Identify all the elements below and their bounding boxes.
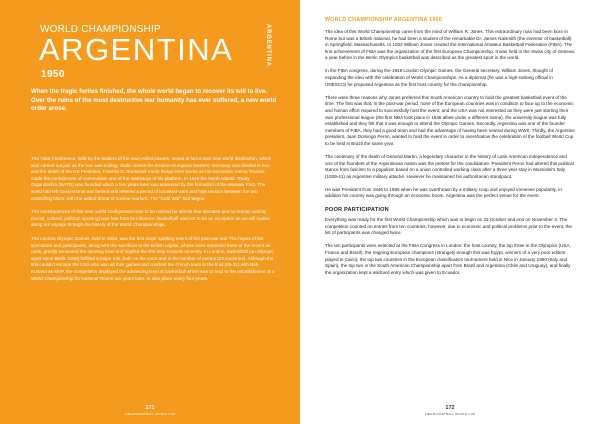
page-number: 172 — [445, 405, 455, 411]
vertical-country-label — [257, 24, 271, 94]
footer-credit: FIBA BASKETBALL WORLD CUP — [424, 412, 476, 416]
running-header: WORLD CHAMPIONSHIP ARGENTINA 1950 — [325, 17, 442, 23]
footer-credit: FIBA BASKETBALL WORLD CUP — [124, 412, 176, 416]
country-title: ARGENTINA — [39, 32, 234, 67]
right-page — [300, 0, 600, 424]
intro-paragraph: When the tragic forties finished, the whole world began to recover its will to live. Over the ruins of the most destructive war humanity has ever suffered, a new world order arose. — [31, 88, 277, 113]
page-number: 171 — [145, 405, 155, 411]
section-heading: POOR PARTICIPATION — [325, 206, 389, 213]
left-page-footer — [0, 405, 300, 416]
year-label: 1950 — [41, 69, 65, 80]
championship-label: WORLD CHAMPIONSHIP — [40, 24, 161, 35]
body-paragraph: The Yalta Conference, held by the leaders of the main Allied powers, meant in fact a tacit new world distribution, which was carried out just as the war was ending. Stalin closed the Eastern European borders; Germany was divided in two; and the death of the US President, Franklin D. Roosevelt made things even worse as his successor, Henry Truman made the containment of communism one of the mainstays of his platform. In 1949 the North Atlantic Treaty Organization (NATO) was founded which a few years later was answered by the formation of the Warsaw Pact. The world had left conventional war behind and entered a period of localised wars and high tension between the two controlling blocs, with the added threat of nuclear warfare. The "Cold War" had begun. — [31, 156, 272, 201]
right-page-footer — [300, 405, 600, 416]
body-paragraph: He was President from 1946 to 1955 when he was overthrown by a military coup and enjoyed immense popularity, in addition his country was going through an economic boom. Argentina was the perfect venue for the event. — [325, 186, 562, 199]
left-body-text — [31, 156, 275, 289]
body-paragraph: The centenary of the death of General Martin, a legendary character in the history of Latin American independence and one of the founders of the Argentinean nation was the pretext for the candidature. President Peron had altered this political stance from fascism to a populism based on a union controlled working class after a three year stay in Mussolini's Italy (1939-41) as Argentine military attaché. However he maintained his authoritarian standpoint. — [325, 154, 574, 179]
body-paragraph: The London Olympic Games, held in 1948, was the first major sporting event of the post-war era. The hopes of the spectators and participants, along with the sacrifices in the British capital, whose ruins reminded them of the recent air raids, greatly exceeded the sporting level and implied the first step towards recovery. In London, basketball (an Olympic sport since Berlin 1936) fulfilled a major role, both on the court and in the number of entries (23 countries). Although the title couldn't escape the USA who won all their games and crushed the French team in the final (65-21) with Bob Kurland as MVP, the competition displayed the advancing level of basketball which was to lead to the establishment of a World Championship for National Teams two years later, to take place every four years. — [31, 235, 275, 281]
body-paragraph: Everything was ready for the first World Championship which was to begin on 22 October and end on November 3. The competition counted on entries from ten countries; however, due to economic and political problems prior to the event, the list of participants was changed twice. — [325, 217, 572, 236]
body-paragraph: The consequences of this new, world configuration was to be noticed for almost four decades and no human activity (social, cultural, political, sporting) was free from its influence. Basketball was not to be an exception as we will realise along our voyage through the history of the World Championships. — [31, 209, 270, 228]
right-body-text — [325, 29, 575, 283]
body-paragraph: The ten participants were selected at the FIBA Congress in London: the host country, the top three in the Olympics (USA, France and Brazil), the reigning European champions (strangely enough this was Egypt, winners of a very poor edition played in Cairo), the top two countries in the European classification tournament held in Nice in January 1950 (Italy and Spain), the top two in the South American Championship apart from Brazil and Argentina (Chile and Uruguay), and finally the organization kept a wildcard entry which was given to Ecuador. — [325, 243, 571, 275]
body-paragraph: The idea of this World Championship came from the mind of William R. Jones. This extraordinary man had been born in Rome but was a British national, he had been a student of the remarkable Dr. James Naismith (the inventor of basketball) in Springfield, Massachusetts. In 1932 William Jones created the International Amateur Basketball Federation (FIBA). The first achievement of FIBA was the organization of the first European Championship. It was held in the Swiss city of Geneva, a year before in the Berlin Olympics basketball was described as the greatest sport in the world. — [325, 29, 575, 61]
body-paragraph: In the FIBA congress, during the 1948 London Olympic Games, the General secretary, William Jones, thought of expanding the idea with the celebration of World Championships. As a diplomat (he was a high-ranking official in UNESCO) he proposed Argentina as the first host country for the championship. — [325, 68, 553, 87]
vertical-country-text: ARGENTINA — [265, 24, 271, 67]
body-paragraph: There were three reasons why Jones preferred this South American country to hold the greatest basketball event of the time. The first was that, in the post-war period, none of the European countries was in condition to face up to the economic and human effort required to successfully host the event; and the USA was not interested as they were just starting their own professional league (the first NBA took place in 1946 albeit under a different name), the university league was fully established and they felt that it was enough to attend the Olympic Games. Secondly, Argentina was one of the founder members of FIBA, they had a good team and had the advantage of having been neutral during WWII. Thirdly, the Argentine president, Juan Domingo Peron, wanted to hold the event in order to overshadow the celebration of the football World Cup to be held in Brazil the same year. — [325, 94, 575, 146]
